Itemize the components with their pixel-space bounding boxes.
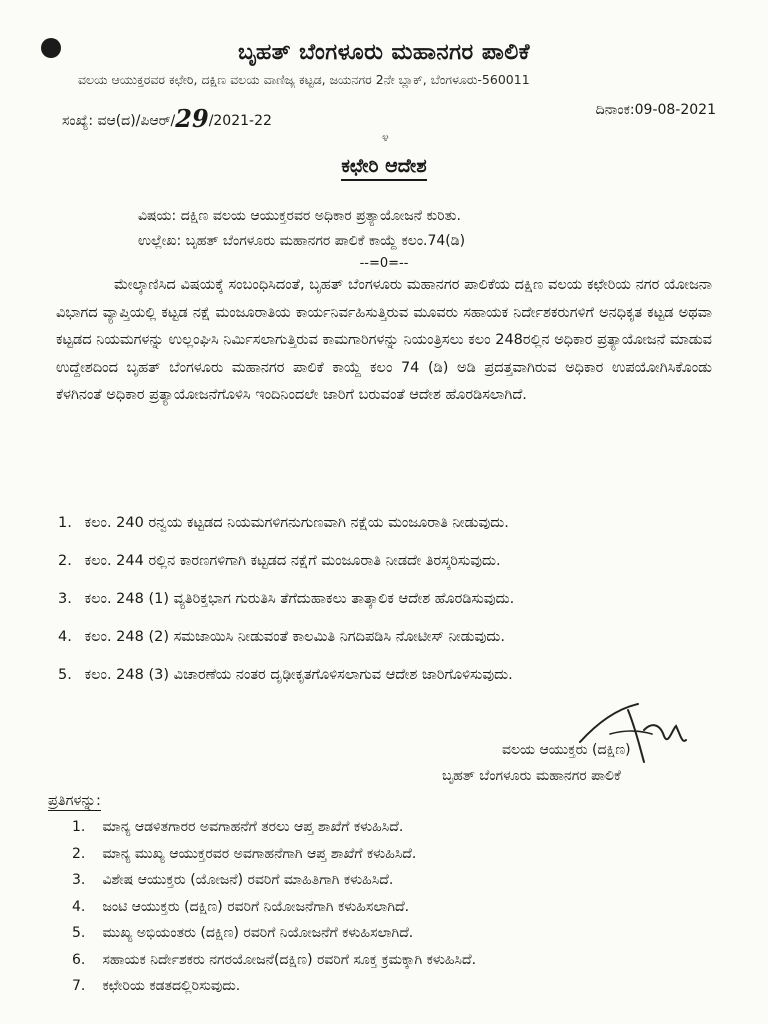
list-item <box>72 815 732 842</box>
section-divider: --=0=-- <box>359 256 409 271</box>
reference-line: ಉಲ್ಲೇಖ: ಬೃಹತ್ ಬೆಂಗಳೂರು ಮಹಾನಗರ ಪಾಲಿಕೆ ಕಾಯ್ದೆ ಕಲಂ.74(ಡಿ) <box>138 233 466 249</box>
list-item-text: ಕಲಂ. 240 ರನ್ವಯ ಕಟ್ಟಡದ ನಿಯಮಗಳಿಗನುಗುಣವಾಗಿ ನಕ್ಷೆಯ ಮಂಜೂರಾತಿ ನೀಡುವುದು. <box>84 515 509 531</box>
list-item-text: ಜಂಟಿ ಆಯುಕ್ತರು (ದಕ್ಷಿಣ) ರವರಿಗೆ ನಿಯೋಜನೆಗಾಗಿ ಕಳುಹಿಸಲಾಗಿದೆ. <box>102 898 410 915</box>
list-item-text: ಕಲಂ. 248 (1) ವ್ಯತಿರಿಕ್ತಭಾಗ ಗುರುತಿಸಿ ತೆಗೆದುಹಾಕಲು ತಾತ್ಕಾಲಿಕ ಆದೇಶ ಹೊರಡಿಸುವುದು. <box>84 591 515 607</box>
list-item-text: ಮುಖ್ಯ ಅಭಿಯಂತರು (ದಕ್ಷಿಣ) ರವರಿಗೆ ನಿಯೋಜನೆಗೆ ಕಳುಹಿಸಲಾಗಿದೆ. <box>102 925 414 941</box>
list-item-number: 3. <box>58 591 72 607</box>
order-date: ದಿನಾಂಕ:09-08-2021 <box>595 102 716 118</box>
list-item <box>58 662 738 700</box>
reference-prefix: ಸಂಖ್ಯೆ: ವಆ(ದ)/ಪಿಆರ್/ <box>62 113 176 129</box>
signatory-organization: ಬೃಹತ್ ಬೆಂಗಳೂರು ಮಹಾನಗರ ಪಾಲಿಕೆ <box>442 768 621 784</box>
signature-block <box>440 700 740 810</box>
list-item-text: ಕಲಂ. 244 ರಲ್ಲಿನ ಕಾರಣಗಳಿಗಾಗಿ ಕಟ್ಟಡದ ನಕ್ಷೆಗೆ ಮಂಜೂರಾತಿ ನೀಡದೇ ತಿರಸ್ಕರಿಸುವುದು. <box>84 553 501 569</box>
reference-number <box>62 102 272 131</box>
list-item <box>58 586 738 624</box>
list-item <box>72 842 732 869</box>
list-item-number: 6. <box>72 951 86 968</box>
list-item-number: 4. <box>58 629 72 645</box>
list-item-number: 5. <box>58 667 72 683</box>
margin-mark: ೪ <box>382 130 389 144</box>
list-item-number: 1. <box>72 819 86 835</box>
list-item <box>58 510 738 548</box>
list-item-number: 2. <box>72 845 86 862</box>
delegation-points-list <box>58 510 738 700</box>
list-item-text: ಕಲಂ. 248 (2) ಸಮಜಾಯಿಸಿ ನೀಡುವಂತೆ ಕಾಲಮಿತಿ ನಿಗದಿಪಡಿಸಿ ನೋಟೀಸ್ ನೀಡುವುದು. <box>84 629 505 645</box>
list-item-text: ಕಲಂ. 248 (3) ವಿಚಾರಣೆಯ ನಂತರ ದೃಢೀಕೃತಗೊಳಿಸಲಾಗುವ ಆದೇಶ ಜಾರಿಗೊಳಿಸುವುದು. <box>84 667 513 683</box>
list-item-number: 5. <box>72 925 86 941</box>
list-item <box>72 868 732 895</box>
reference-suffix: /2021-22 <box>208 113 272 129</box>
document-title-text: ಕಛೇರಿ ಆದೇಶ <box>341 155 426 181</box>
list-item-text: ಮಾನ್ಯ ಆಡಳಿತಗಾರರ ಅವಗಾಹನೆಗೆ ತರಲು ಆಪ್ತ ಶಾಖೆಗೆ ಕಳುಹಿಸಿದೆ. <box>102 819 404 835</box>
list-item <box>72 921 732 948</box>
list-item <box>58 624 738 662</box>
organization-name: ಬೃಹತ್ ಬೆಂಗಳೂರು ಮಹಾನಗರ ಪಾಲಿಕೆ <box>237 40 531 65</box>
document-title <box>0 155 768 177</box>
list-item-number: 7. <box>72 978 86 994</box>
body-paragraph: ಮೇಲ್ಕಾಣಿಸಿದ ವಿಷಯಕ್ಕೆ ಸಂಬಂಧಿಸಿದಂತೆ, ಬೃಹತ್ ಬೆಂಗಳೂರು ಮಹಾನಗರ ಪಾಲಿಕೆಯ ದಕ್ಷಿಣ ವಲಯ ಕಛೇರಿಯ ನಗರ ಯೋಜನಾ ವಿಭಾಗದ ವ್ಯಾಪ್ತಿಯಲ್ಲಿ ಕಟ್ಟಡ ನಕ್ಷೆ ಮಂಜೂರಾತಿಯ ಕಾರ್ಯನಿರ್ವಹಿಸುತ್ತಿರುವ ಮೂವರು ಸಹಾಯಕ ನಿರ್ದೇಶಕರುಗಳಿಗೆ ಅನಧಿಕೃತ ಕಟ್ಟಡ ಅಥವಾ ಕಟ್ಟಡದ ನಿಯಮಗಳನ್ನು ಉಲ್ಲಂಘಿಸಿ ನಿರ್ಮಿಸಲಾಗುತ್ತಿರುವ ಕಾಮಗಾರಿಗಳನ್ನು ನಿಯಂತ್ರಿಸಲು ಕಲಂ 248ರಲ್ಲಿನ ಅಧಿಕಾರ ಪ್ರತ್ಯಾಯೋಜನೆ ಮಾಡುವ ಉದ್ದೇಶದಿಂದ ಬೃಹತ್ ಬೆಂಗಳೂರು ಮಹಾನಗರ ಪಾಲಿಕೆ ಕಾಯ್ದೆ ಕಲಂ 74 (ಡಿ) ಅಡಿ ಪ್ರದತ್ತವಾಗಿರುವ ಅಧಿಕಾರ ಉಪಯೋಗಿಸಿಕೊಂಡು ಕೆಳಗಿನಂತೆ ಅಧಿಕಾರ ಪ್ರತ್ಯಾಯೋಜನೆಗೊಳಿಸಿ ಇಂದಿನಿಂದಲೇ ಜಾರಿಗೆ ಬರುವಂತೆ ಆದೇಶ ಹೊರಡಿಸಲಾಗಿದೆ. <box>56 277 712 403</box>
list-item-text: ಮಾನ್ಯ ಮುಖ್ಯ ಆಯುಕ್ತರವರ ಅವಗಾಹನೆಗಾಗಿ ಆಪ್ತ ಶಾಖೆಗೆ ಕಳುಹಿಸಿದೆ. <box>102 845 417 862</box>
signatory-designation: ವಲಯ ಆಯುಕ್ತರು (ದಕ್ಷಿಣ) <box>502 742 631 758</box>
office-address: ವಲಯ ಆಯುಕ್ತರವರ ಕಛೇರಿ, ದಕ್ಷಿಣ ವಲಯ ವಾಣಿಜ್ಯ ಕಟ್ಟಡ, ಜಯನಗರ 2ನೇ ಬ್ಲಾಕ್, ಬೆಂಗಳೂರು-560011 <box>78 72 530 87</box>
handwritten-signature <box>540 700 700 770</box>
list-item <box>72 948 732 975</box>
reference-row <box>62 102 716 133</box>
list-item-number: 3. <box>72 872 86 888</box>
list-item <box>72 895 732 922</box>
list-item <box>72 974 732 1001</box>
subject-block <box>138 204 718 254</box>
copies-heading: ಪ್ರತಿಗಳನ್ನು: <box>48 793 101 809</box>
list-item-number: 4. <box>72 898 86 915</box>
list-item-text: ಸಹಾಯಕ ನಿರ್ದೇಶಕರು ನಗರಯೋಜನೆ(ದಕ್ಷಿಣ) ರವರಿಗೆ ಸೂಕ್ತ ಕ್ರಮಕ್ಕಾಗಿ ಕಳುಹಿಸಿದೆ. <box>102 951 477 968</box>
reference-handwritten-number: 29 <box>175 104 209 133</box>
list-item-text: ವಿಶೇಷ ಆಯುಕ್ತರು (ಯೋಜನೆ) ರವರಿಗೆ ಮಾಹಿತಿಗಾಗಿ ಕಳುಹಿಸಿದೆ. <box>102 872 394 888</box>
list-item-number: 1. <box>58 515 72 531</box>
subject-line: ವಿಷಯ: ದಕ್ಷಿಣ ವಲಯ ಆಯುಕ್ತರವರ ಅಧಿಕಾರ ಪ್ರತ್ಯಾಯೋಜನೆ ಕುರಿತು. <box>138 208 461 224</box>
list-item-text: ಕಛೇರಿಯ ಕಡತದಲ್ಲಿರಿಸುವುದು. <box>102 978 241 994</box>
list-item-number: 2. <box>58 553 72 569</box>
copies-list <box>72 815 732 1001</box>
list-item <box>58 548 738 586</box>
